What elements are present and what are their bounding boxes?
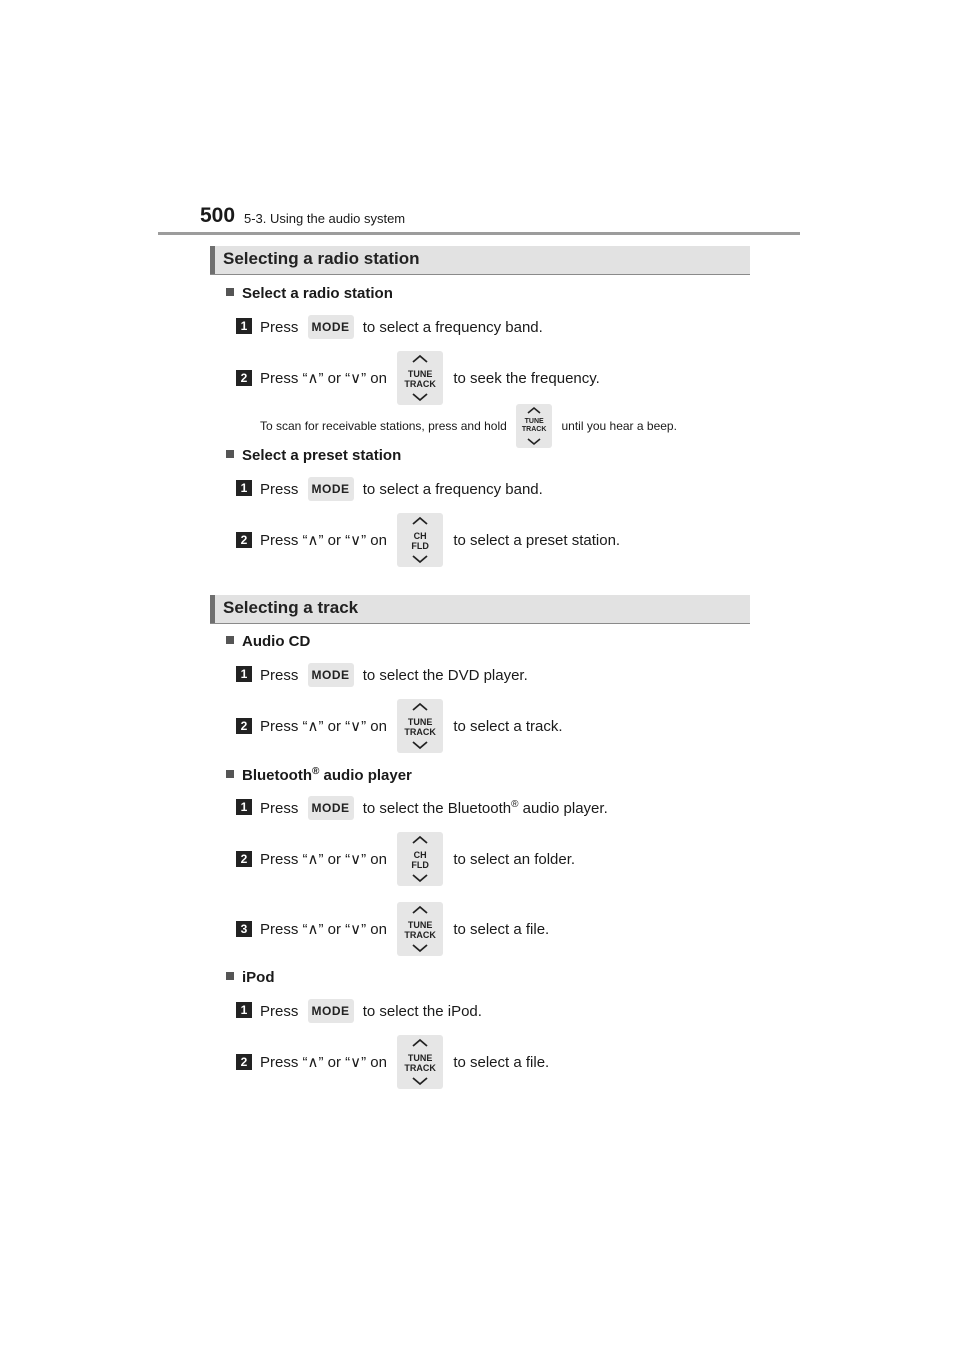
step-line: Press MODE to select the DVD player. [260,663,528,687]
page-number: 500 [200,204,236,227]
subsection-select-radio-station: Select a radio station [226,285,393,302]
step-number: 1 [236,318,252,334]
mode-button-icon: MODE [308,315,354,339]
section-header-track [210,595,750,624]
step-number: 1 [236,799,252,815]
ch-fld-rocker-icon: CH FLD [397,513,443,567]
step-line: Press “∧” or “∨” on TUNE TRACK to select a track. [260,699,563,753]
subsection-audio-cd: Audio CD [226,633,310,650]
step-line: Press MODE to select the iPod. [260,999,482,1023]
chapter-title: 5-3. Using the audio system [244,211,406,226]
step-line: Press MODE to select a frequency band. [260,477,543,501]
step-number: 2 [236,1054,252,1070]
step-line: Press “∧” or “∨” on CH FLD to select an folder. [260,832,575,886]
header-divider [158,232,800,235]
tune-track-rocker-icon: TUNE TRACK [397,699,443,753]
section-title: Selecting a radio station [223,249,420,268]
tune-track-rocker-icon: TUNE TRACK [397,351,443,405]
mode-button-icon: MODE [308,477,354,501]
step-line: Press “∧” or “∨” on TUNE TRACK to seek the frequency. [260,351,600,405]
mode-button-icon: MODE [308,999,354,1023]
section-title: Selecting a track [223,598,359,617]
step-line: Press MODE to select the Bluetooth® audio player. [260,796,608,820]
step-number: 2 [236,851,252,867]
step-number: 2 [236,532,252,548]
note-line: To scan for receivable stations, press and hold TUNE TRACK until you hear a beep. [260,404,677,448]
step-number: 1 [236,1002,252,1018]
step-number: 1 [236,480,252,496]
subsection-select-preset-station: Select a preset station [226,447,401,464]
step-line: Press MODE to select a frequency band. [260,315,543,339]
step-number: 2 [236,370,252,386]
subsection-bluetooth-audio: Bluetooth® audio player [226,766,412,784]
step-number: 2 [236,718,252,734]
step-number: 3 [236,921,252,937]
section-header-radio [210,246,750,275]
mode-button-icon: MODE [308,796,354,820]
tune-track-rocker-icon: TUNE TRACK [516,404,552,448]
tune-track-rocker-icon: TUNE TRACK [397,1035,443,1089]
subsection-ipod: iPod [226,969,275,986]
step-line: Press “∧” or “∨” on TUNE TRACK to select a file. [260,902,549,956]
step-line: Press “∧” or “∨” on CH FLD to select a preset station. [260,513,620,567]
step-line: Press “∧” or “∨” on TUNE TRACK to select a file. [260,1035,549,1089]
tune-track-rocker-icon: TUNE TRACK [397,902,443,956]
ch-fld-rocker-icon: CH FLD [397,832,443,886]
mode-button-icon: MODE [308,663,354,687]
step-number: 1 [236,666,252,682]
